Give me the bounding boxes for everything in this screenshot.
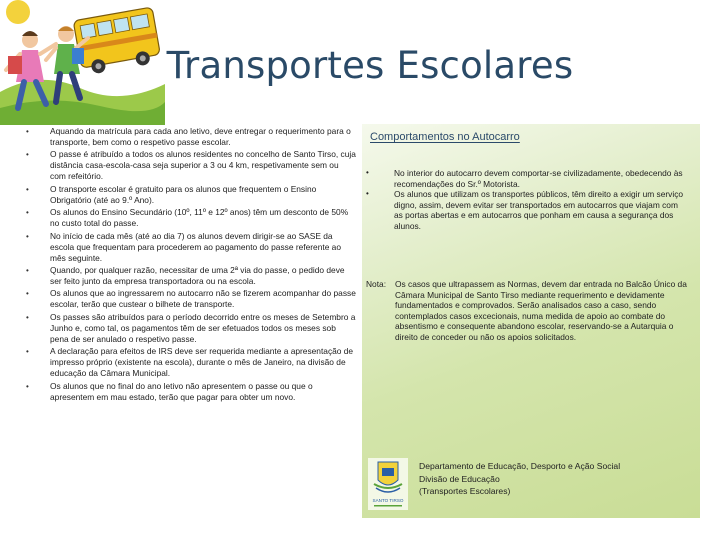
section-line: (Transportes Escolares) [419,486,511,497]
list-item: • O transporte escolar é gratuito para os alunos que frequentem o Ensino Obrigatório (até ao 9.º Ano). [26,184,356,206]
panel-heading: Comportamentos no Autocarro [370,131,520,143]
note-text: Os casos que ultrapassem as Normas, devem dar entrada no Balcão Único da Câmara Municipal de Santo Tirso mediante requerimento e devidamente fundamentados e comprovados. Serão analisados caso a caso, sendo contemplados casos excecionais, numa medida de apoio ao combate do absentismo e consequente abandono escolar, reservando-se a Autarquia o direito de conceder ou não os apoios solicitados. [395,279,687,342]
list-item: • Os alunos que ao ingressarem no autocarro não se fizerem acompanhar do passe escolar, terão que custear o bilhete de transporte. [26,288,356,310]
list-item: • Aquando da matrícula para cada ano letivo, deve entregar o requerimento para o transporte, bem como o respetivo passe escolar. [26,126,356,148]
behaviour-list [366,168,686,232]
list-item: • Os alunos que utilizam os transportes públicos, têm direito a exigir um serviço digno, assim, devem evitar ser transportados em autocarros que viajam com as portas abertas e em autocarros que ponham em causa a segurança dos alunos. [366,189,686,231]
logo-text: SANTO TIRSO [372,498,404,503]
list-item: • Os alunos do Ensino Secundário (10º, 11º e 12º anos) têm um desconto de 50% no custo total do passe. [26,207,356,229]
list-item: • No interior do autocarro devem comportar-se civilizadamente, obedecendo às recomendações do Sr.º Motorista. [366,168,686,189]
left-rules-column [26,126,356,438]
list-item: • A declaração para efeitos de IRS deve ser requerida mediante a apresentação de impresso próprio (existente na escola), durante o mês de Janeiro, na divisão de educação da Câmara Municipal. [26,346,356,379]
note-label: Nota: [366,279,387,289]
rules-list [26,126,356,403]
list-item: • Os passes são atribuídos para o período decorrido entre os meses de Setembro a Junho e, como tal, os pagamentos têm de ser efetuados todos os meses sob pena de ser anulado o respetivo passe. [26,312,356,345]
behaviour-panel [362,124,700,518]
page-title: Transportes Escolares [166,44,574,87]
department-info [419,460,620,498]
list-item: • No início de cada mês (até ao dia 7) os alunos devem dirigir-se ao SASE da escola que frequentam para procederem ao pagamento do passe referente ao mês seguinte. [26,231,356,264]
department-line: Departamento de Educação, Desporto e Ação Social [419,461,621,471]
santo-tirso-crest-icon [368,458,408,510]
list-item: • O passe é atribuído a todos os alunos residentes no concelho de Santo Tirso, cuja distância casa-escola-casa seja superior a 3 ou 4 km, respetivamente sem ou com refeitório. [26,149,356,182]
list-item: • Os alunos que no final do ano letivo não apresentem o passe ou que o apresentem em mau estado, terão que pagar para obter um novo. [26,381,356,403]
division-line: Divisão de Educação [419,473,500,484]
school-bus-clipart-icon [0,0,165,125]
list-item: • Quando, por qualquer razão, necessitar de uma 2ª via do passe, o pedido deve ser feito junto da empresa transportadora ou na escola. [26,265,356,287]
note-block [366,279,692,343]
